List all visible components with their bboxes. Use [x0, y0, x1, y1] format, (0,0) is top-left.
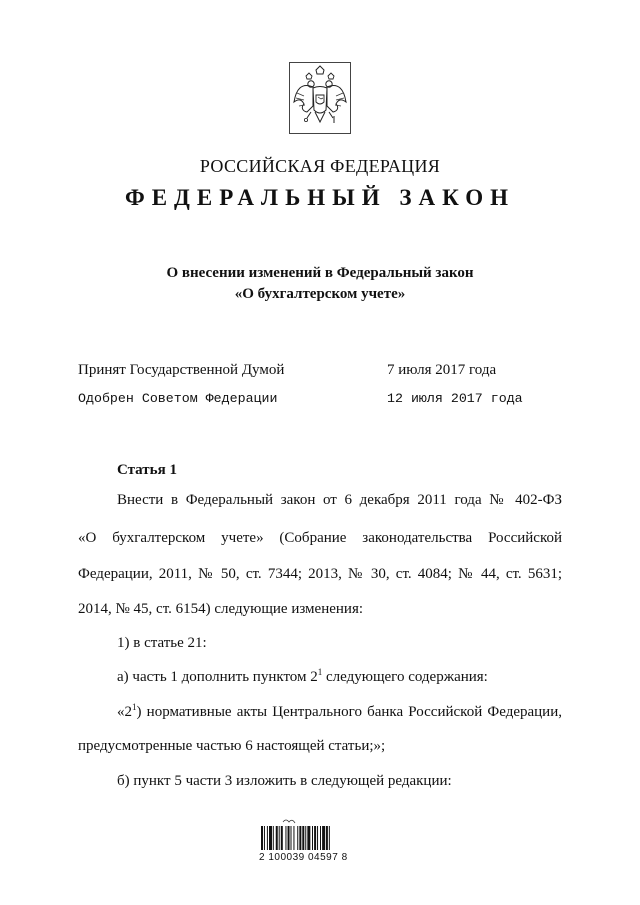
- law-title-line-2: «О бухгалтерском учете»: [234, 286, 406, 302]
- paragraph-1-line-4: 2014, № 45, ст. 6154) следующие изменения:: [78, 601, 364, 617]
- paragraph-1-line-1: Внести в Федеральный закон от 6 декабря 2011 года № 402-ФЗ: [117, 492, 562, 508]
- country-name: РОССИЙСКАЯ ФЕДЕРАЦИЯ: [199, 156, 441, 176]
- paragraph-2: 1) в статье 21:: [117, 635, 207, 651]
- paragraph-1-line-2: «О бухгалтерском учете» (Собрание законодательства Российской: [78, 530, 562, 546]
- paragraph-4-line-1: «$2^1$) нормативные акты Центрального банка Российской Федерации,: [117, 702, 562, 720]
- paragraph-4-line-2: предусмотренные частью 6 настоящей статьи;»;: [78, 738, 386, 754]
- paragraph-5: б) пункт 5 части 3 изложить в следующей редакции:: [117, 773, 452, 789]
- barcode-number: 2 100039 04597 8: [259, 852, 348, 863]
- council-date: 12 июля 2017 года: [387, 391, 523, 406]
- law-title: [0, 263, 640, 305]
- duma-date: 7 июля 2017 года: [387, 362, 497, 378]
- council-label: Одобрен Советом Федерации: [78, 391, 278, 406]
- law-title-line-1: О внесении изменений в Федеральный закон: [166, 265, 474, 281]
- paragraph-1-line-3: Федерации, 2011, № 50, ст. 7344; 2013, № 30, ст. 4084; № 44, ст. 5631;: [78, 566, 562, 582]
- article-heading: Статья 1: [117, 462, 177, 478]
- document-type: ФЕДЕРАЛЬНЫЙ ЗАКОН: [124, 185, 516, 210]
- duma-label: Принят Государственной Думой: [78, 362, 285, 378]
- russian-coat-of-arms-icon: [289, 62, 351, 134]
- paragraph-3: а) часть 1 дополнить пунктом $2^1$ следующего содержания:: [117, 667, 488, 685]
